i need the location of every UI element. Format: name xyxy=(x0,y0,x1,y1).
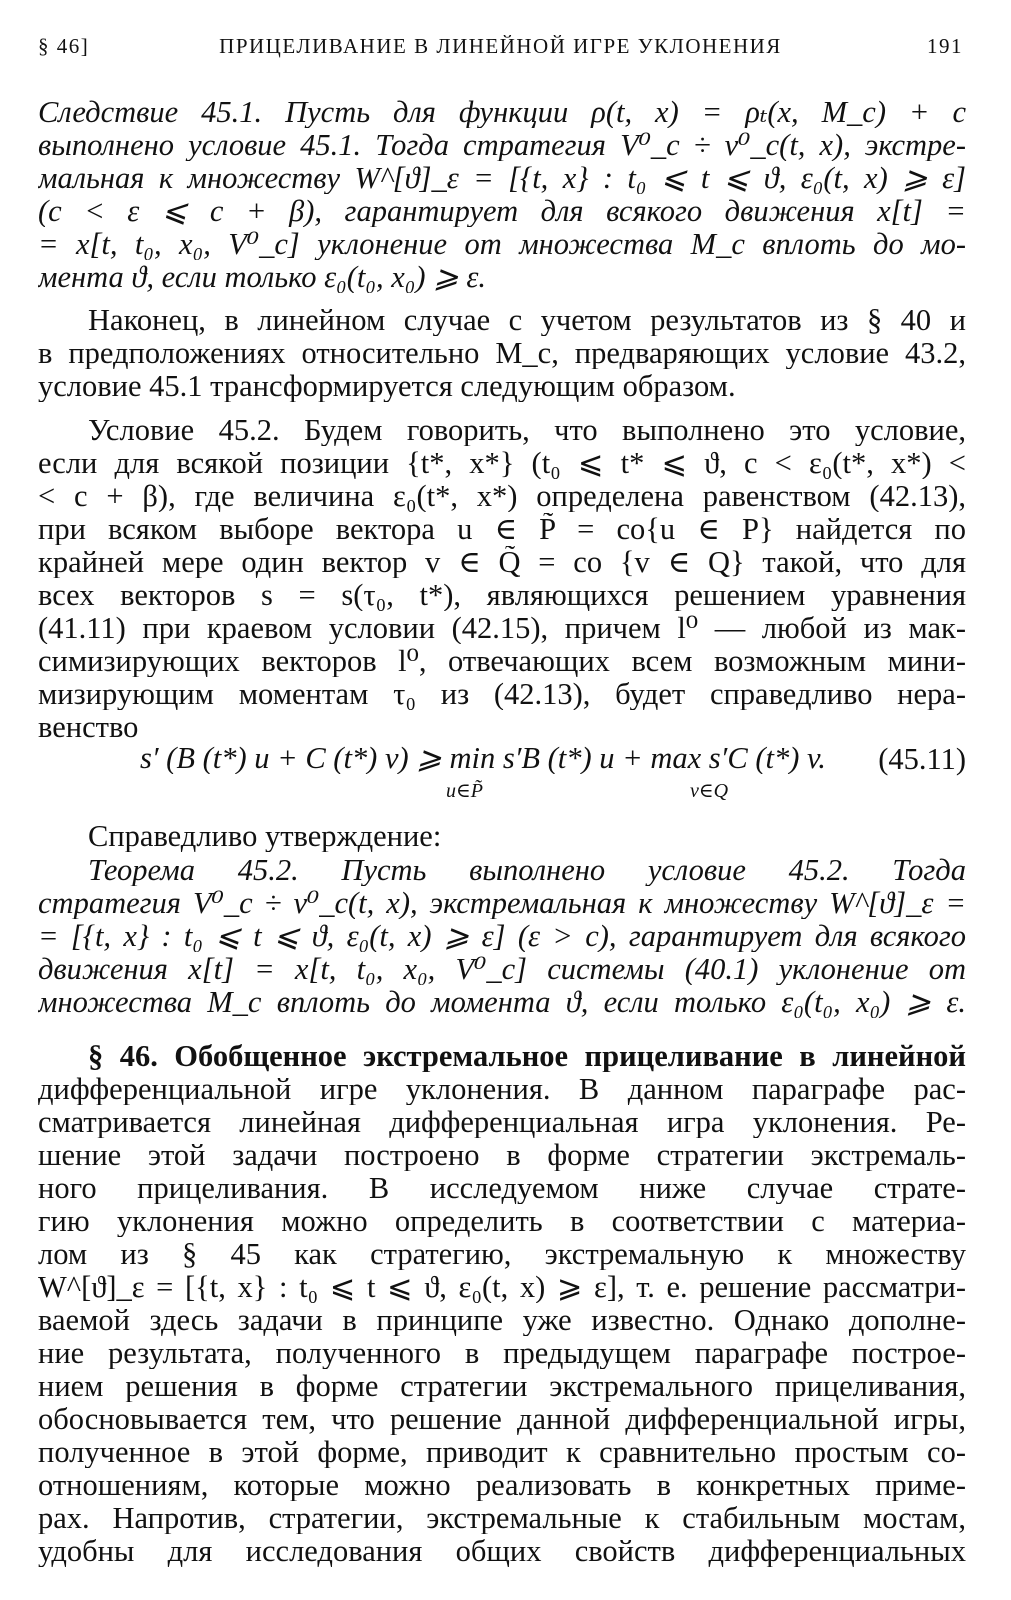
text-line: Следствие 45.1. Пусть для функции ρ(t, x) = ρₜ(x, M_c) + c xyxy=(38,96,966,128)
text-line: лом из § 45 как стратегию, экстремальную к множеству xyxy=(38,1238,966,1270)
page-header xyxy=(38,34,963,70)
page-number: 191 xyxy=(927,34,963,58)
text-line: (41.11) при краевом условии (42.15), причем l⁰ — любой из мак- xyxy=(38,612,966,644)
equation-subscript-max: v∈Q xyxy=(690,780,729,802)
equation-subscript-min: u∈P̃ xyxy=(446,780,484,802)
text-line: отношениям, которые можно реализовать в конкретных приме- xyxy=(38,1469,966,1501)
text-line: мальная к множеству W^[ϑ]_ε = [{t, x} : t₀ ⩽ t ⩽ ϑ, ε₀(t, x) ⩾ ε] xyxy=(38,162,966,194)
text-line: если для всякой позиции {t*, x*} (t₀ ⩽ t* ⩽ ϑ, c < ε₀(t*, x*) < xyxy=(38,447,966,479)
text-line: = [{t, x} : t₀ ⩽ t ⩽ ϑ, ε₀(t, x) ⩾ ε] (ε > c), гарантирует для всякого xyxy=(38,920,966,952)
text-line: = x[t, t₀, x₀, V⁰_c] уклонение от множества M_c вплоть до мо- xyxy=(38,228,966,260)
text-line: дифференциальной игре уклонения. В данном параграфе рас- xyxy=(38,1073,966,1105)
text-line: ного прицеливания. В исследуемом ниже случае страте- xyxy=(38,1172,966,1204)
equation-number: (45.11) xyxy=(878,742,966,776)
text-line: Наконец, в линейном случае с учетом результатов из § 40 и xyxy=(88,304,966,336)
text-line: ваемой здесь задачи в принципе уже известно. Однако дополне- xyxy=(38,1304,966,1336)
text-line: W^[ϑ]_ε = [{t, x} : t₀ ⩽ t ⩽ ϑ, ε₀(t, x) ⩾ ε], т. е. решение рассматри- xyxy=(38,1271,966,1303)
header-section: § 46] xyxy=(38,34,90,58)
text-line: обосновывается тем, что решение данной дифференциальной игры, xyxy=(38,1403,966,1435)
text-line: условие 45.1 трансформируется следующим образом. xyxy=(38,370,736,402)
text-line: Условие 45.2. Будем говорить, что выполнено это условие, xyxy=(88,414,966,446)
text-line: нием решения в форме стратегии экстремального прицеливания, xyxy=(38,1370,966,1402)
text-line: венство xyxy=(38,711,139,743)
text-line: симизирующих векторов l⁰, отвечающих всем возможным мини- xyxy=(38,645,966,677)
text-line: полученное в этой форме, приводит к сравнительно простым со- xyxy=(38,1436,966,1468)
text-line: выполнено условие 45.1. Тогда стратегия V⁰_c ÷ v⁰_c(t, x), экстре- xyxy=(38,129,966,161)
text-line: в предположениях относительно M_c, предваряющих условие 43.2, xyxy=(38,337,966,369)
text-line: шение этой задачи построено в форме стратегии экстремаль- xyxy=(38,1139,966,1171)
text-line: Теорема 45.2. Пусть выполнено условие 45.2. Тогда xyxy=(88,854,966,886)
text-line: мизирующим моментам τ₀ из (42.13), будет справедливо нера- xyxy=(38,678,966,710)
text-line: ние результата, полученного в предыдущем параграфе построе- xyxy=(38,1337,966,1369)
section-heading: § 46. Обобщенное экстремальное прицеливание в линейной xyxy=(88,1040,966,1072)
text-line: движения x[t] = x[t, t₀, x₀, V⁰_c] системы (40.1) уклонение от xyxy=(38,953,966,985)
text-line: всех векторов s = s(τ₀, t*), являющихся решением уравнения xyxy=(38,579,966,611)
text-line: сматривается линейная дифференциальная игра уклонения. Ре- xyxy=(38,1106,966,1138)
text-line: при всяком выборе вектора u ∈ P̃ = co{u ∈ P} найдется по xyxy=(38,513,966,545)
text-line: крайней мере один вектор v ∈ Q̃ = co {v ∈ Q} такой, что для xyxy=(38,546,966,578)
text-line: удобны для исследования общих свойств дифференциальных xyxy=(38,1535,966,1567)
text-line: Справедливо утверждение: xyxy=(88,820,442,852)
text-line: множества M_c вплоть до момента ϑ, если только ε₀(t₀, x₀) ⩾ ε. xyxy=(38,986,966,1018)
text-line: < c + β), где величина ε₀(t*, x*) определена равенством (42.13), xyxy=(38,480,966,512)
text-line: мента ϑ, если только ε₀(t₀, x₀) ⩾ ε. xyxy=(38,261,486,293)
text-line: стратегия V⁰_c ÷ v⁰_c(t, x), экстремальная к множеству W^[ϑ]_ε = xyxy=(38,887,966,919)
header-title: ПРИЦЕЛИВАНИЕ В ЛИНЕЙНОЙ ИГРЕ УКЛОНЕНИЯ xyxy=(219,34,782,58)
text-line: рах. Напротив, стратегии, экстремальные к стабильным мостам, xyxy=(38,1502,966,1534)
equation-45-11: s′ (B (t*) u + C (t*) v) ⩾ min s′B (t*) u + max s′C (t*) v. xyxy=(140,742,826,774)
text-line: гию уклонения можно определить в соответствии с материа- xyxy=(38,1205,966,1237)
text-line: (c < ε ⩽ c + β), гарантирует для всякого движения x[t] = xyxy=(38,195,966,227)
